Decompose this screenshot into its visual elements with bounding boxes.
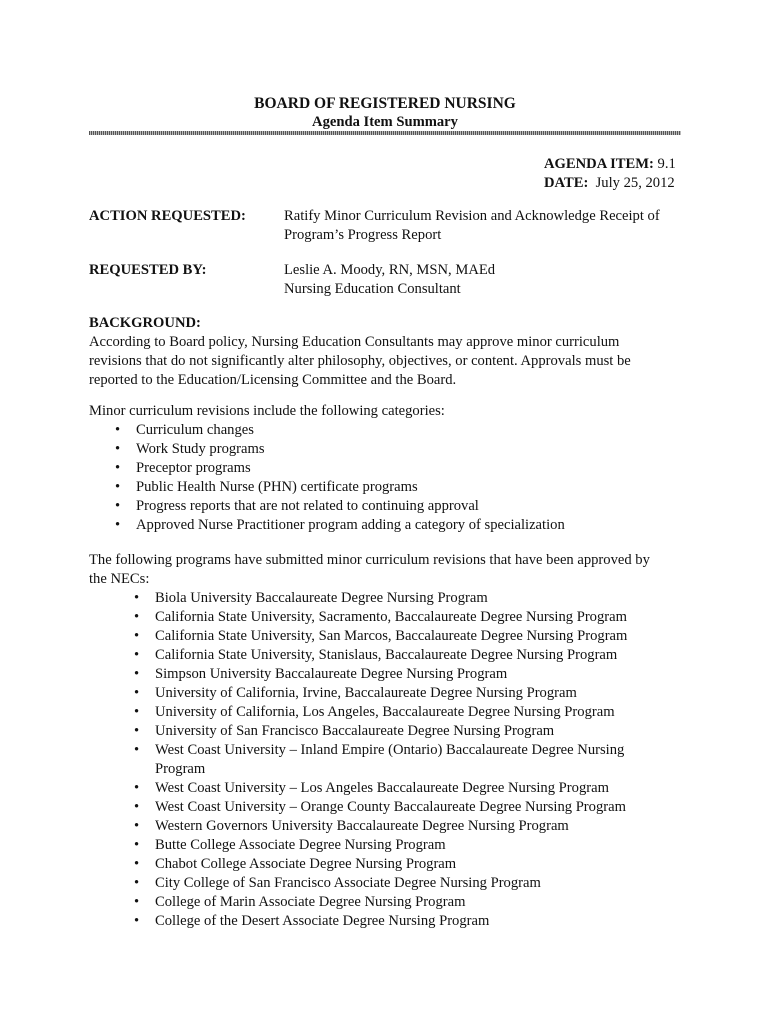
requested-by-line: Leslie A. Moody, RN, MSN, MAEd: [284, 262, 496, 278]
bullet-icon: •: [115, 479, 121, 495]
bullet-icon: •: [134, 913, 140, 929]
bullet-icon: •: [134, 666, 140, 682]
agenda-item-line: [544, 155, 684, 174]
programs-list: [134, 589, 628, 931]
list-item: • Western Governors University Baccalaureate Degree Nursing Program: [134, 818, 569, 834]
agenda-date-line: [544, 174, 684, 193]
agenda-date-label: DATE:: [544, 175, 589, 191]
bullet-icon: •: [115, 460, 121, 476]
action-requested-value: [284, 207, 684, 245]
bullet-icon: •: [134, 590, 140, 606]
bullet-icon: •: [115, 441, 121, 457]
action-line: Program’s Progress Report: [284, 227, 442, 243]
list-item: • Biola University Baccalaureate Degree Nursing Program: [134, 590, 488, 606]
agenda-item-value: 9.1: [657, 156, 676, 172]
list-item: • University of California, Los Angeles, Baccalaureate Degree Nursing Program: [134, 704, 615, 720]
programs-intro-line: the NECs:: [89, 571, 150, 587]
bullet-icon: •: [134, 780, 140, 796]
bullet-icon: •: [134, 799, 140, 815]
list-item: • Preceptor programs: [115, 460, 251, 476]
list-item: • Simpson University Baccalaureate Degree Nursing Program: [134, 666, 508, 682]
bullet-icon: •: [134, 647, 140, 663]
list-item-continuation: Program: [155, 761, 206, 777]
bullet-icon: •: [134, 628, 140, 644]
page-subtitle: Agenda Item Summary: [312, 114, 458, 130]
list-item: • College of the Desert Associate Degree Nursing Program: [134, 913, 490, 929]
list-item: • Approved Nurse Practitioner program adding a category of specialization: [115, 517, 565, 533]
bullet-icon: •: [115, 498, 121, 514]
background-heading: BACKGROUND:: [89, 315, 201, 331]
title-divider: [89, 131, 681, 135]
bullet-icon: •: [134, 742, 140, 758]
list-item: • Work Study programs: [115, 441, 265, 457]
bullet-icon: •: [134, 685, 140, 701]
list-item: • West Coast University – Los Angeles Baccalaureate Degree Nursing Program: [134, 780, 609, 796]
background-line: revisions that do not significantly alter philosophy, objectives, or content. Approvals must be: [89, 353, 631, 369]
bullet-icon: •: [134, 894, 140, 910]
requested-by-line: Nursing Education Consultant: [284, 281, 461, 297]
background-line: According to Board policy, Nursing Education Consultants may approve minor curriculum: [89, 334, 620, 350]
list-item: • California State University, San Marcos, Baccalaureate Degree Nursing Program: [134, 628, 628, 644]
bullet-icon: •: [115, 422, 121, 438]
background-line: reported to the Education/Licensing Committee and the Board.: [89, 372, 457, 388]
list-item: • College of Marin Associate Degree Nursing Program: [134, 894, 466, 910]
bullet-icon: •: [134, 875, 140, 891]
bullet-icon: •: [115, 517, 121, 533]
bullet-icon: •: [134, 837, 140, 853]
bullet-icon: •: [134, 856, 140, 872]
list-item: • Public Health Nurse (PHN) certificate programs: [115, 479, 418, 495]
list-item: • West Coast University – Inland Empire (Ontario) Baccalaureate Degree Nursing: [134, 742, 625, 758]
agenda-item-label: AGENDA ITEM:: [544, 156, 654, 172]
bullet-icon: •: [134, 818, 140, 834]
list-item: • City College of San Francisco Associate Degree Nursing Program: [134, 875, 541, 891]
programs-intro-line: The following programs have submitted minor curriculum revisions that have been approved by: [89, 552, 650, 568]
categories-intro: [89, 402, 679, 421]
programs-intro: [89, 551, 679, 589]
list-item: • Progress reports that are not related to continuing approval: [115, 498, 479, 514]
page-title: BOARD OF REGISTERED NURSING: [254, 95, 516, 112]
bullet-icon: •: [134, 704, 140, 720]
list-item: • Chabot College Associate Degree Nursing Program: [134, 856, 457, 872]
action-line: Ratify Minor Curriculum Revision and Acknowledge Receipt of: [284, 208, 660, 224]
list-item: • California State University, Sacramento, Baccalaureate Degree Nursing Program: [134, 609, 627, 625]
list-item: • University of San Francisco Baccalaureate Degree Nursing Program: [134, 723, 555, 739]
requested-by-label: REQUESTED BY:: [89, 262, 207, 278]
agenda-meta: [544, 155, 684, 193]
list-item: • Butte College Associate Degree Nursing Program: [134, 837, 446, 853]
requested-by-value: [284, 261, 684, 299]
bullet-icon: •: [134, 609, 140, 625]
list-item: • West Coast University – Orange County Baccalaureate Degree Nursing Program: [134, 799, 626, 815]
agenda-date-value: July 25, 2012: [595, 175, 675, 191]
bullet-icon: •: [134, 723, 140, 739]
categories-intro-text: Minor curriculum revisions include the following categories:: [89, 403, 445, 419]
list-item: • California State University, Stanislaus, Baccalaureate Degree Nursing Program: [134, 647, 618, 663]
action-requested-label: ACTION REQUESTED:: [89, 208, 246, 224]
categories-list: [115, 421, 565, 535]
background-section: [89, 314, 679, 390]
list-item: • Curriculum changes: [115, 422, 254, 438]
list-item: • University of California, Irvine, Baccalaureate Degree Nursing Program: [134, 685, 577, 701]
